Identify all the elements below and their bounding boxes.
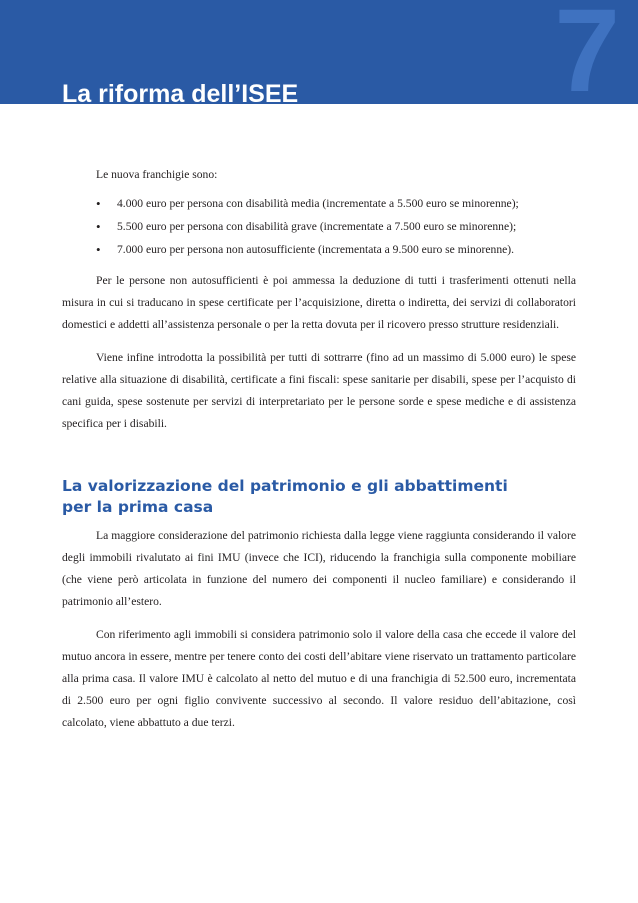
franchigie-list-item: • 4.000 euro per persona con disabilità media (incrementate a 5.500 euro se minorenne); [96,192,576,215]
franchigie-intro: Le nuova franchigie sono: [96,168,218,181]
section-heading-patrimonio [62,476,576,518]
paragraph-spese-disabilita: Viene infine introdotta la possibilità per tutti di sottrarre (fino ad un massimo di 5.000 euro) le spese relative alla situazione di disabilità, certificate a fini fiscali: spese sanitarie per disabili, spese per l’acquisto di cani guida, spese sostenute per servizi di interpretariato per le persone sorde e spese mediche e di assistenza specifica per i disabili. [62,351,576,430]
paragraph-patrimonio: La maggiore considerazione del patrimonio richiesta dalla legge viene raggiunta considerando il valore degli immobili rivalutato ai fini IMU (invece che ICI), riducendo la franchigia sulla componente mobiliare (che viene però articolata in funzione del numero dei componenti il nucleo familiare) e considerando il patrimonio all’estero. [62,529,576,608]
paragraph-non-autosufficienti: Per le persone non autosufficienti è poi ammessa la deduzione di tutti i trasferimenti ottenuti nella misura in cui si traducano in spese certificate per l’acquisizione, diretta o indiretta, dei servizi di collaboratori domestici e addetti all’assistenza personale o per la retta dovuta per il ricovero presso strutture residenziali. [62,274,576,331]
chapter-header-band [0,0,638,117]
page-content [62,164,576,734]
section-heading-line-1: La valorizzazione del patrimonio e gli abbattimenti [62,477,508,495]
section-heading-line-2: per la prima casa [62,498,214,516]
chapter-title: La riforma dell’ISEE [62,80,299,108]
chapter-number: 7 [554,0,620,117]
franchigie-list-item: • 7.000 euro per persona non autosufficiente (incrementata a 9.500 euro se minorenne). [96,238,576,261]
paragraph-immobili: Con riferimento agli immobili si considera patrimonio solo il valore della casa che eccede il valore del mutuo ancora in essere, mentre per tenere conto dei costi dell’abitare viene riservato un trattamento particolare alla prima casa. Il valore IMU è calcolato al netto del mutuo e di una franchigia di 52.500 euro, incrementata di 2.500 euro per ogni figlio convivente successivo al secondo. Il valore residuo dell’abitazione, così calcolato, viene abbattuto a due terzi. [62,628,576,729]
franchigie-list [62,192,576,261]
franchigie-list-item: • 5.500 euro per persona con disabilità grave (incrementate a 7.500 euro se minorenne); [96,215,576,238]
